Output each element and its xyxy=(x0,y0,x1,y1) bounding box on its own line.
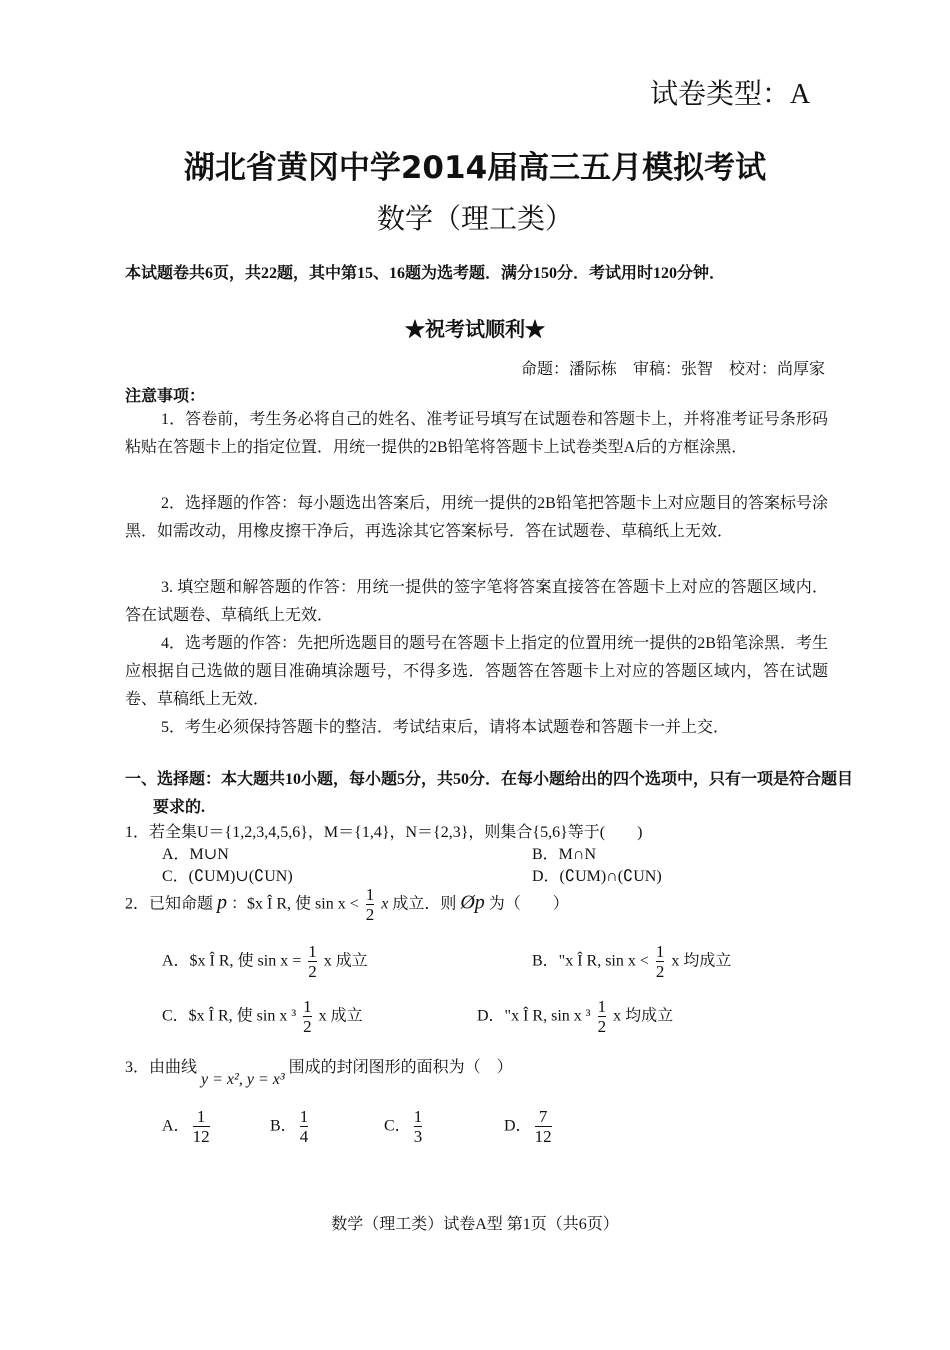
notes-heading: 注意事项： xyxy=(125,388,206,405)
q2-stem xyxy=(125,886,569,924)
section-heading: 一、选择题：本大题共10小题，每小题5分，共50分．在每小题给出的四个选项中，只有一项是符合题目要求的. xyxy=(125,771,854,816)
q1-option-c: C．(∁UM)∪(∁UN) xyxy=(162,868,293,885)
q1-option-a: A．M∪N xyxy=(162,846,229,863)
note-item-2: 2．选择题的作答：每小题选出答案后，用统一提供的2B铅笔把答题卡上对应题目的答案标号涂黑．如需改动，用橡皮擦干净后，再选涂其它答案标号．答在试题卷、草稿纸上无效． xyxy=(125,495,828,540)
credits: 命题：潘际栋 审稿：张智 校对：尚厚家 xyxy=(520,361,825,378)
exam-title: 湖北省黄冈中学2014届高三五月模拟考试 xyxy=(183,150,767,186)
blessing: ★祝考试顺利★ xyxy=(405,319,545,341)
q3-stem: 3．由曲线 y = x², y = x³ 围成的封闭图形的面积为（ ） xyxy=(125,1059,513,1088)
q3-option-d: D． $\frac{7}{12}$ xyxy=(504,1107,552,1146)
q2-x: x xyxy=(381,895,389,913)
q3-option-a: A． $\frac{1}{12}$ xyxy=(162,1107,210,1146)
note-item-3: 3. 填空题和解答题的作答：用统一提供的签字笔将答案直接答在答题卡上对应的答题区域内．答在试题卷、草稿纸上无效． xyxy=(125,579,828,624)
q2-option-a: A．$x Î R, 使 sin x = $\frac{1}{2}$ x 成立 xyxy=(162,942,368,981)
q2-option-b: B．"x Î R, sin x < $\frac{1}{2}$ x 均成立 xyxy=(532,942,732,981)
q2-mid: ：$x Î R, 使 sin x < xyxy=(231,895,359,913)
exam-subtitle: 数学（理工类） xyxy=(376,204,573,235)
q2-num: 2．已知命题 xyxy=(125,895,214,913)
q2-tail: 成立．则 xyxy=(392,895,457,913)
q2-option-d: D．"x Î R, sin x ³ $\frac{1}{2}$ x 均成立 xyxy=(477,997,674,1036)
q3-option-b: B． $\frac{1}{4}$ xyxy=(270,1107,309,1146)
q2-p: p xyxy=(217,891,228,914)
q2-option-c: C．$x Î R, 使 sin x ³ $\frac{1}{2}$ x 成立 xyxy=(162,997,363,1036)
q1-option-d: D．(∁UM)∩(∁UN) xyxy=(532,868,662,885)
note-item-5: 5．考生必须保持答题卡的整洁．考试结束后，请将本试题卷和答题卡一并上交． xyxy=(161,719,730,736)
q2-end: 为（ ） xyxy=(488,895,569,913)
q1-option-b: B．M∩N xyxy=(532,846,597,863)
q1-stem: 1．若全集U＝{1,2,3,4,5,6}，M＝{1,4}，N＝{2,3}，则集合{5,6}等于( ) xyxy=(125,824,643,841)
q2-neg: Øp xyxy=(460,891,485,914)
q3-curve: y = x², y = x³ xyxy=(201,1071,285,1088)
note-item-1: 1．答卷前，考生务必将自己的姓名、准考证号填写在试题卷和答题卡上，并将准考证号条形码粘贴在答题卡上的指定位置．用统一提供的2B铅笔将答题卡上试卷类型A后的方框涂黑． xyxy=(125,411,828,456)
paper-type: 试卷类型：A xyxy=(650,79,811,110)
exam-intro: 本试题卷共6页，共22题，其中第15、16题为选考题．满分150分．考试用时120分钟． xyxy=(125,265,726,282)
note-item-4: 4．选考题的作答：先把所选题目的题号在答题卡上指定的位置用统一提供的2B铅笔涂黑．考生应根据自己选做的题目准确填涂题号，不得多选．答题答在答题卡上对应的答题区域内，答在试题卷、草稿纸上无效． xyxy=(125,635,828,708)
page-footer: 数学（理工类）试卷A型 第1页（共6页） xyxy=(331,1216,619,1233)
q2-fraction: $\frac{1}{2}$ xyxy=(365,885,375,924)
q3-option-c: C． $\frac{1}{3}$ xyxy=(384,1107,423,1146)
